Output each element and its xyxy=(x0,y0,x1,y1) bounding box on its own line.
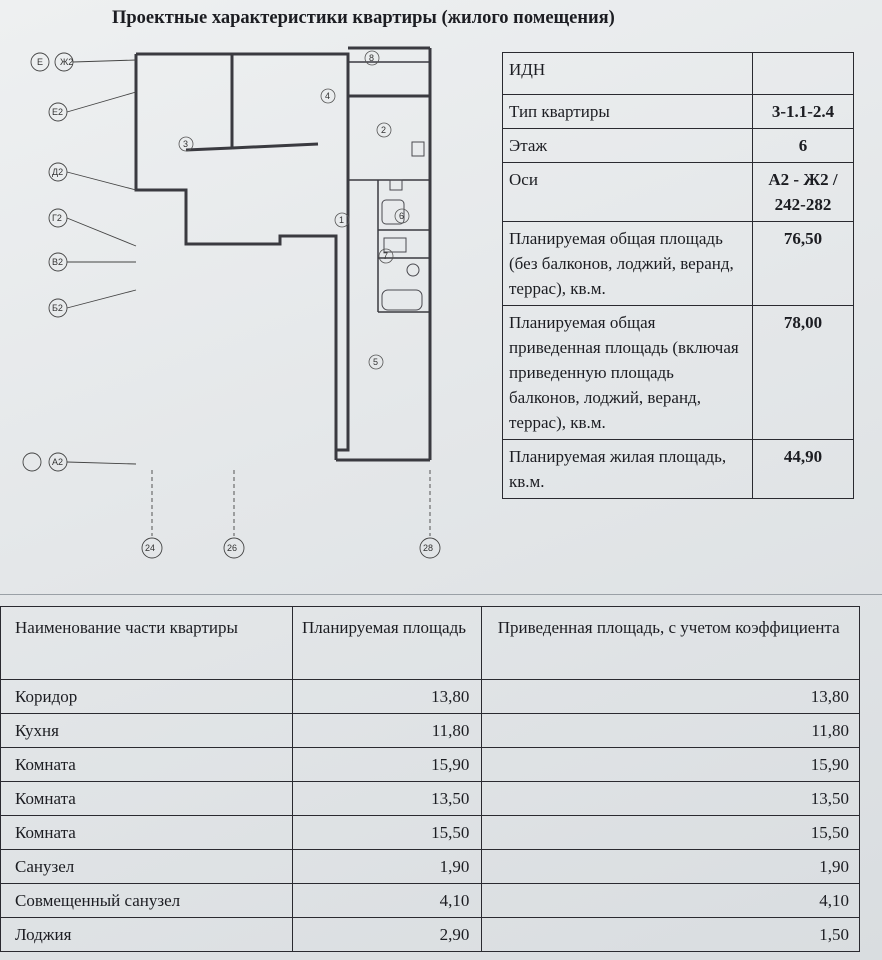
column-header: Приведенная площадь, с учетом коэффициента xyxy=(482,607,860,680)
floor-plan xyxy=(18,40,470,570)
room-number: 1 xyxy=(339,215,345,225)
part-area: 2,90 xyxy=(292,918,482,952)
part-area: 15,50 xyxy=(292,816,482,850)
specs-row xyxy=(503,440,854,499)
table-row xyxy=(1,918,860,952)
axis-markers-bottom xyxy=(152,470,430,536)
part-area: 4,10 xyxy=(292,884,482,918)
spec-label: Планируемая жилая площадь, кв.м. xyxy=(503,440,753,499)
part-reduced-area: 4,10 xyxy=(482,884,860,918)
column-header: Планируемая площадь xyxy=(292,607,482,680)
table-row xyxy=(1,850,860,884)
page-title: Проектные характеристики квартиры (жилого помещения) xyxy=(112,8,615,28)
table-row xyxy=(1,884,860,918)
specs-row xyxy=(503,129,854,163)
part-reduced-area: 15,90 xyxy=(482,748,860,782)
part-name: Комната xyxy=(1,748,293,782)
part-area: 11,80 xyxy=(292,714,482,748)
part-name: Коридор xyxy=(1,680,293,714)
spec-value: 44,90 xyxy=(753,440,854,499)
axis-label: А2 xyxy=(52,457,64,467)
spec-label: ИДН xyxy=(503,53,753,95)
table-row xyxy=(1,816,860,850)
spec-value: 3-1.1-2.4 xyxy=(753,95,854,129)
part-reduced-area: 1,50 xyxy=(482,918,860,952)
part-reduced-area: 1,90 xyxy=(482,850,860,884)
part-reduced-area: 11,80 xyxy=(482,714,860,748)
axis-label: Г2 xyxy=(52,213,62,223)
room-number: 5 xyxy=(373,357,379,367)
part-name: Санузел xyxy=(1,850,293,884)
apartment-specs-table xyxy=(502,52,854,499)
specs-row xyxy=(503,306,854,440)
room-number: 7 xyxy=(383,251,389,261)
part-reduced-area: 13,50 xyxy=(482,782,860,816)
room-number-markers xyxy=(179,51,409,369)
part-name: Комната xyxy=(1,782,293,816)
part-name: Совмещенный санузел xyxy=(1,884,293,918)
spec-value: А2 - Ж2 / 242-282 xyxy=(753,163,854,222)
room-number: 2 xyxy=(381,125,387,135)
room-number: 8 xyxy=(369,53,375,63)
part-name: Комната xyxy=(1,816,293,850)
spec-label: Оси xyxy=(503,163,753,222)
axis-label: 24 xyxy=(145,543,156,553)
specs-row xyxy=(503,163,854,222)
part-area: 13,80 xyxy=(292,680,482,714)
room-number: 6 xyxy=(399,211,405,221)
axis-label: Б2 xyxy=(52,303,63,313)
table-header-row xyxy=(1,607,860,680)
spec-label: Планируемая общая приведенная площадь (включая приведенную площадь балконов, лоджий, веранд, террас), кв.м. xyxy=(503,306,753,440)
table-row xyxy=(1,748,860,782)
part-reduced-area: 13,80 xyxy=(482,680,860,714)
axis-label: Ж2 xyxy=(60,57,74,67)
specs-row xyxy=(503,95,854,129)
plan-fixtures xyxy=(382,142,424,310)
axis-label: В2 xyxy=(52,257,64,267)
spec-value: 76,50 xyxy=(753,222,854,306)
column-header: Наименование части квартиры xyxy=(1,607,293,680)
room-number: 4 xyxy=(325,91,331,101)
axis-label: 26 xyxy=(227,543,238,553)
spec-value: 78,00 xyxy=(753,306,854,440)
table-row xyxy=(1,782,860,816)
table-row xyxy=(1,714,860,748)
axis-markers-left xyxy=(23,53,136,471)
axis-label: Е xyxy=(37,57,44,67)
specs-row xyxy=(503,222,854,306)
axis-label: Д2 xyxy=(52,167,64,177)
part-area: 13,50 xyxy=(292,782,482,816)
room-number: 3 xyxy=(183,139,189,149)
spec-label: Планируемая общая площадь (без балконов, лоджий, веранд, террас), кв.м. xyxy=(503,222,753,306)
table-row xyxy=(1,680,860,714)
part-area: 15,90 xyxy=(292,748,482,782)
spec-value xyxy=(753,53,854,95)
part-name: Кухня xyxy=(1,714,293,748)
spec-label: Тип квартиры xyxy=(503,95,753,129)
divider xyxy=(0,594,882,595)
axis-label: Е2 xyxy=(52,107,64,117)
specs-row xyxy=(503,53,854,95)
axis-label: 28 xyxy=(423,543,434,553)
part-name: Лоджия xyxy=(1,918,293,952)
part-reduced-area: 15,50 xyxy=(482,816,860,850)
apartment-parts-table xyxy=(0,606,860,952)
part-area: 1,90 xyxy=(292,850,482,884)
spec-label: Этаж xyxy=(503,129,753,163)
spec-value: 6 xyxy=(753,129,854,163)
